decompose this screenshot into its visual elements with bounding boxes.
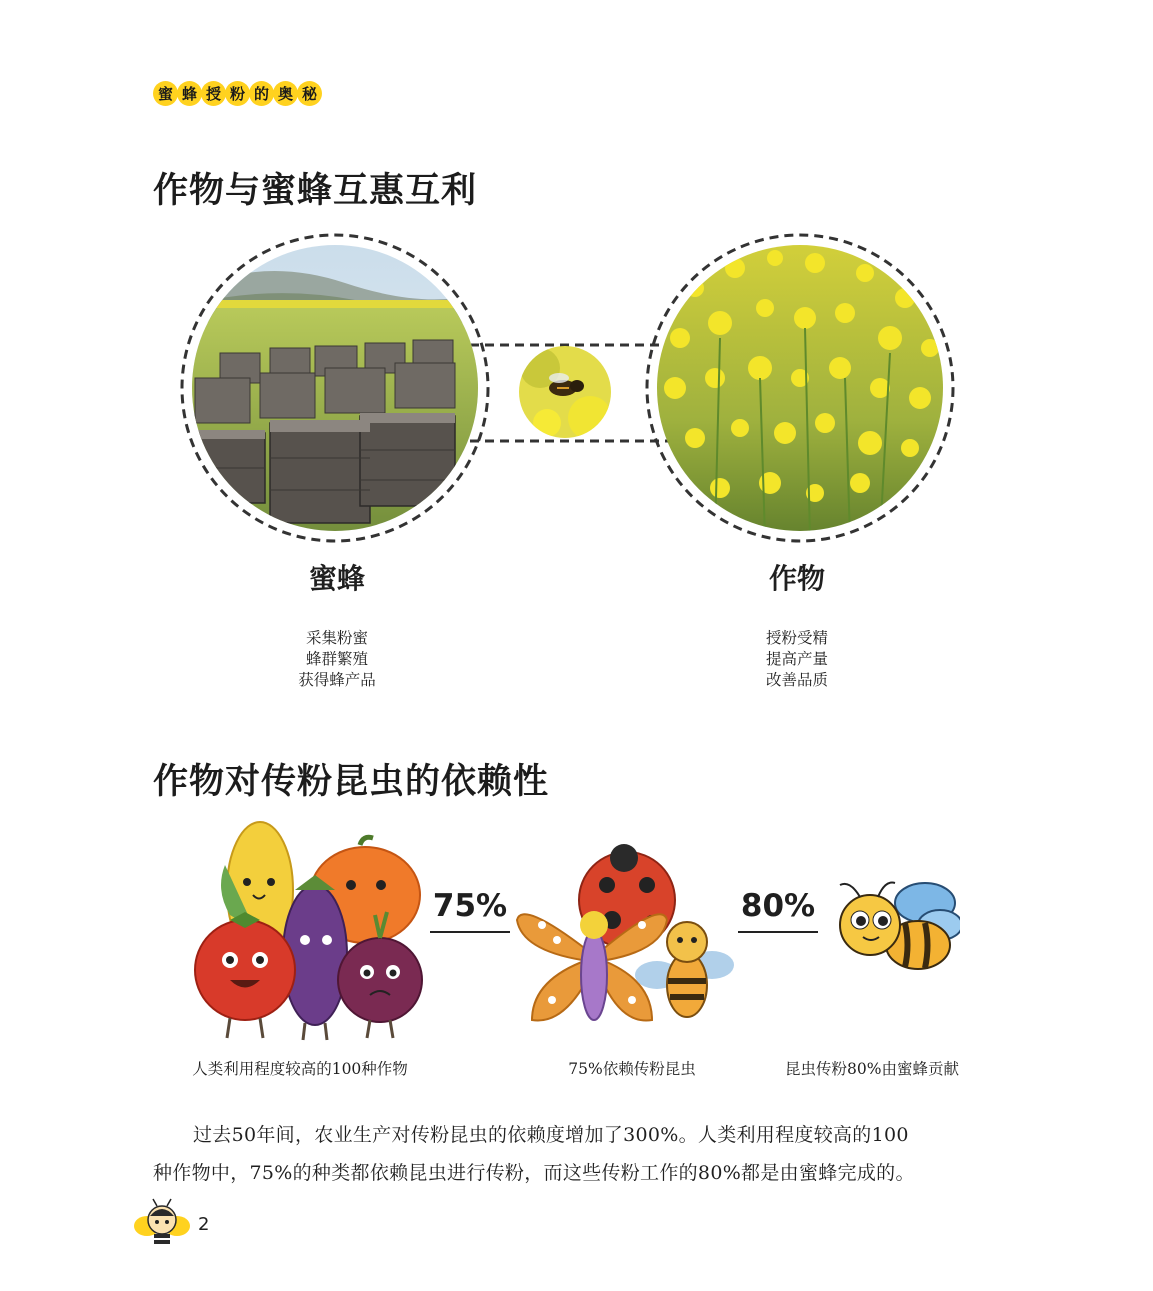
body-line: 种作物中，75%的种类都依赖昆虫进行传粉，而这些传粉工作的80%都是由蜜蜂完成的。 <box>153 1162 915 1184</box>
crops-cartoon-illustration <box>175 820 425 1045</box>
pct-80-divider <box>738 931 818 933</box>
rapeseed-flowers-photo <box>645 228 965 548</box>
crops-caption: 人类利用程度较高的100种作物 <box>192 1060 408 1078</box>
body-paragraph <box>153 1116 988 1192</box>
body-line: 过去50年间，农业生产对传粉昆虫的依赖度增加了300%。人类利用程度较高的100 <box>193 1124 909 1146</box>
bee-benefit-item: 获得蜂产品 <box>298 671 376 689</box>
running-header <box>153 81 321 111</box>
pct-80-label: 80% <box>740 888 816 924</box>
bee-mascot-icon <box>133 1198 191 1248</box>
bee-label: 蜜蜂 <box>308 562 365 595</box>
header-char: 的 <box>249 81 274 106</box>
crop-benefit-item: 提高产量 <box>765 650 828 668</box>
beehives-photo <box>175 228 495 548</box>
bee-benefit-item: 蜂群繁殖 <box>305 650 368 668</box>
header-char: 奥 <box>273 81 298 106</box>
header-char: 秘 <box>297 81 322 106</box>
mutualism-diagram <box>175 228 965 548</box>
crop-label: 作物 <box>768 562 825 595</box>
header-char: 授 <box>201 81 226 106</box>
header-char: 粉 <box>225 81 250 106</box>
crop-benefits <box>697 628 897 691</box>
header-char: 蜂 <box>177 81 202 106</box>
pct-75-label: 75% <box>432 888 508 924</box>
bee-benefits <box>237 628 437 691</box>
bee-benefit-item: 采集粉蜜 <box>305 629 368 647</box>
crop-benefit-item: 改善品质 <box>765 671 828 689</box>
pct-75-divider <box>430 931 510 933</box>
section2-title: 作物对传粉昆虫的依赖性 <box>153 762 550 802</box>
crop-benefit-item: 授粉受精 <box>765 629 828 647</box>
insects-caption: 75%依赖传粉昆虫 <box>568 1060 696 1078</box>
section1-title: 作物与蜜蜂互惠互利 <box>153 171 478 211</box>
pollinator-insects-illustration <box>512 840 742 1040</box>
header-char: 蜜 <box>153 81 178 106</box>
bee-on-flower-photo <box>515 343 615 443</box>
page-number: 2 <box>198 1214 210 1235</box>
honeybee-cartoon-illustration <box>830 875 960 985</box>
honeybee-caption: 昆虫传粉80%由蜜蜂贡献 <box>785 1060 959 1078</box>
